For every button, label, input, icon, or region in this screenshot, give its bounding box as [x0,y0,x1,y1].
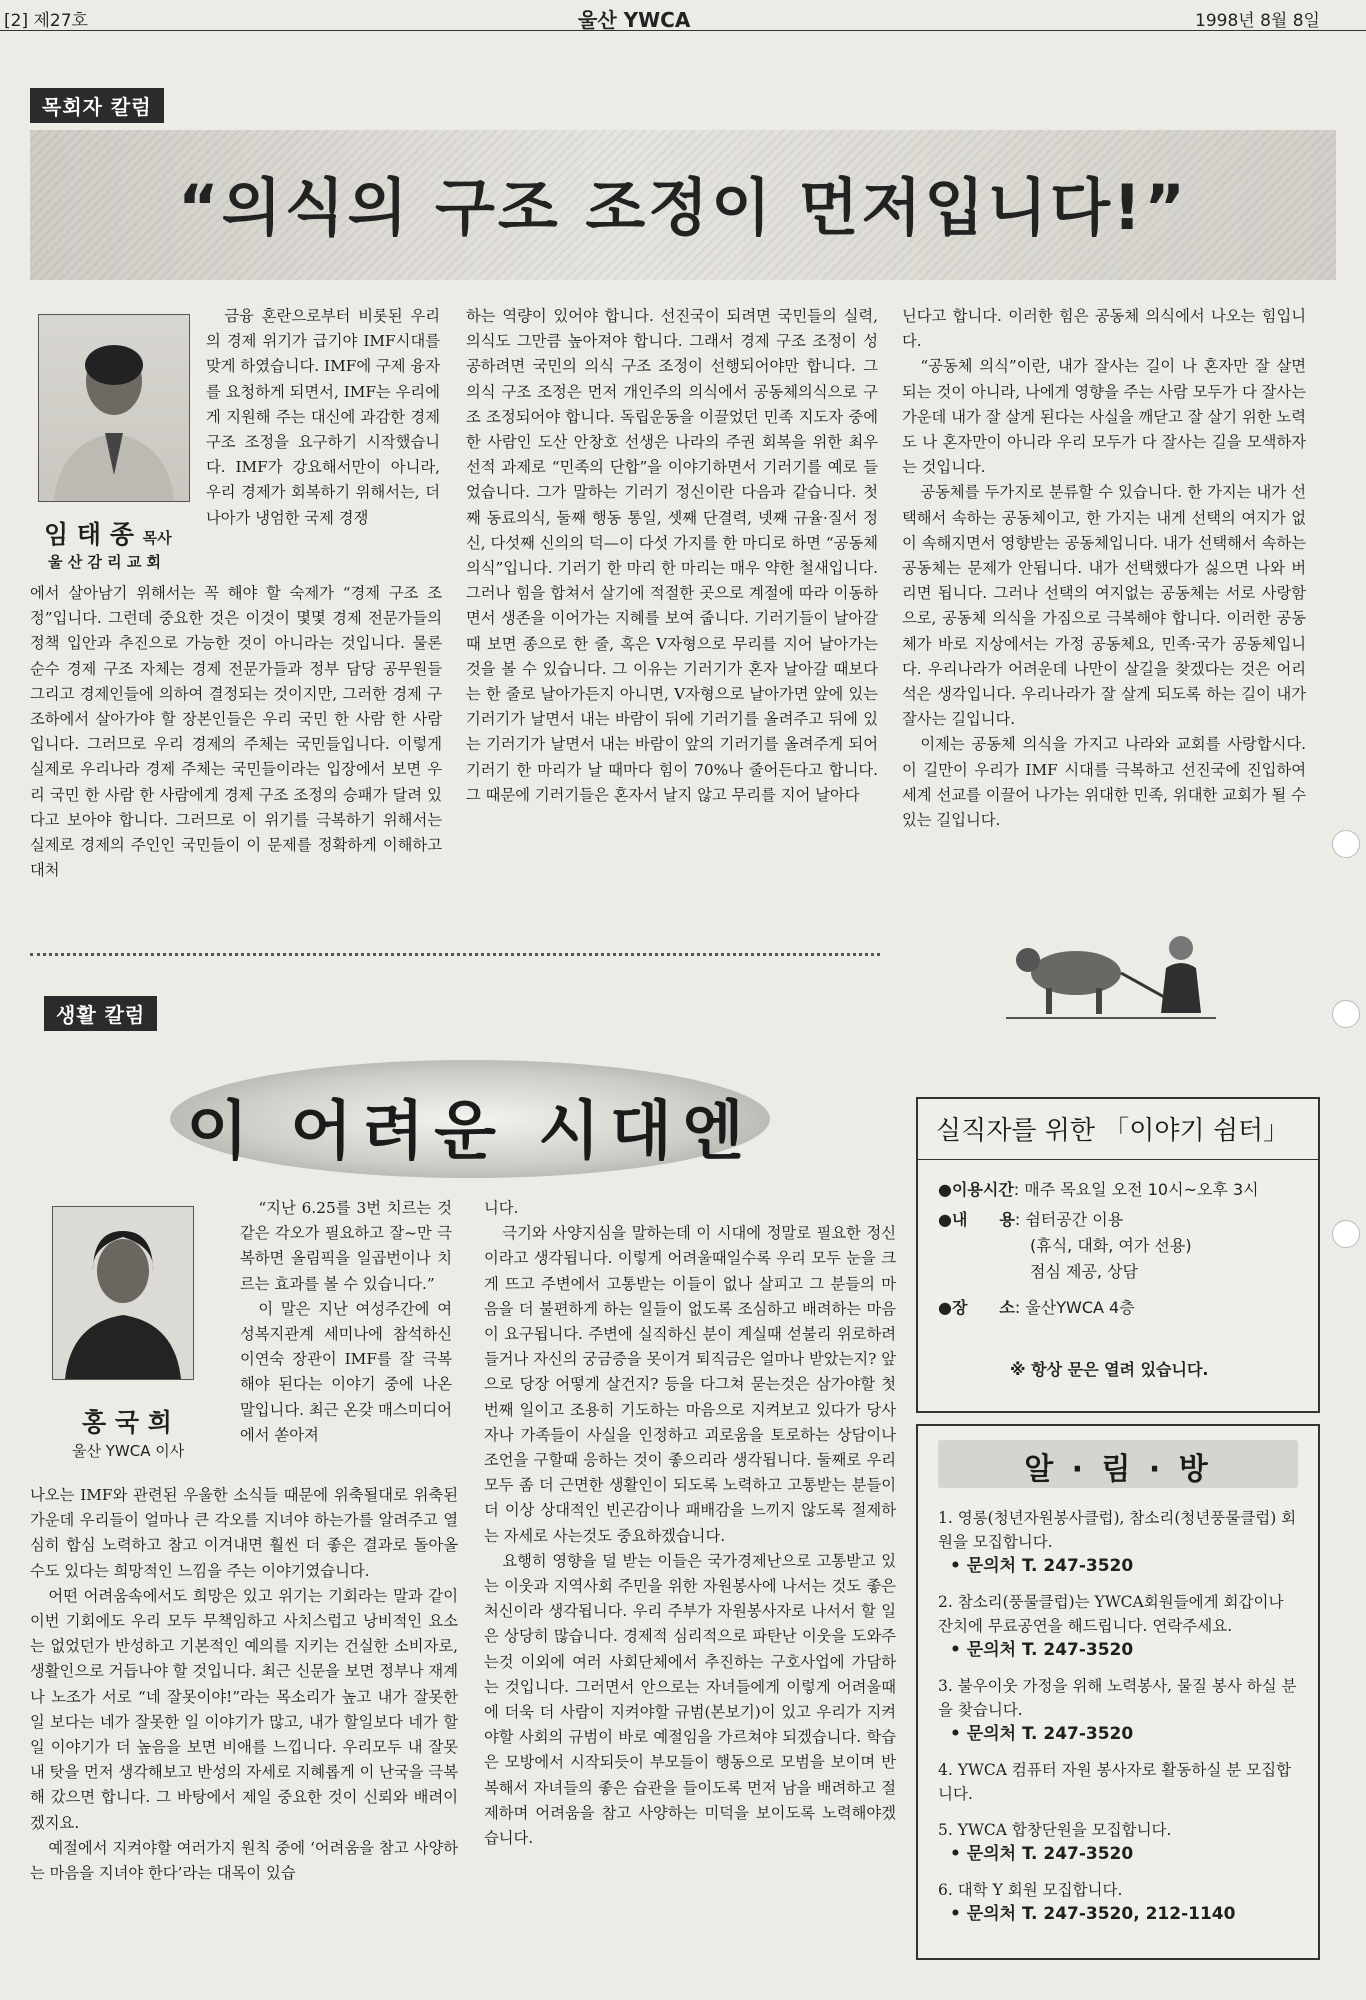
column1-body-2: 하는 역량이 있어야 합니다. 선진국이 되려면 국민들의 실력, 의식도 그만큼 높아져야 합니다. 그래서 경제 구조 조정이 성공하려면 국민의 의식 구조 조정이 선행되어야만 합니다. 그 의식 구조 조정은 먼저 개인주의 의식에서 공동체의식으로 구조 조정되어야 합니다. 독립운동을 이끌었던 민족 지도자 중에 한 사람인 도산 안창호 선생은 나라의 주권 회복을 위한 최우선적 과제로 “민족의 단합”을 이야기하면서 기러기를 예로 들었습니다. 그가 말하는 기러기 정신이란 다음과 같습니다. 첫째 동료의식, 둘째 행동 통일, 셋째 단결력, 넷째 규율·질서 정신, 다섯째 신의의 덕—이 다섯 가지를 한 마디로 하면 “공동체 의식”입니다. 기러기 한 마리 한 마리는 매우 약한 철새입니다. 그러나 힘을 합쳐서 살기에 적절한 곳으로 계절에 따라 이동하면서 생존을 이어가는 지혜를 보여 줍니다. 기러기들이 날아갈 때 보면 종으로 한 줄, 혹은 V자형으로 무리를 지어 날아가는 것을 볼 수 있습니다. 그 이유는 기러기가 혼자 날아갈 때보다는 한 줄로 날아가든지 아니면, V자형으로 날아가면 앞에 있는 기러기가 날면서 내는 바람이 뒤에 기러기를 올려주고 뒤에 있는 기러기가 날면서 내는 바람이 앞의 기러기를 올려주게 되어 기러기 한 마리가 날 때마다 힘이 70%나 줄어든다고 합니다. 그 때문에 기러기들은 혼자서 날지 않고 무리를 지어 날아다 [466,307,878,804]
section-tag-life-column: 생활 칼럼 [44,996,157,1031]
column1-body-1: 에서 살아남기 위해서는 꼭 해야 할 숙제가 “경제 구조 조정”입니다. 그런데 중요한 것은 이것이 몇몇 경제 전문가들의 정책 입안과 추진으로 가능한 것이 아니라는 것입니다. 물론 순수 경제 구조 자체는 경제 전문가들과 정부 담당 공무원들 그리고 경제인들에 의하여 결정되는 것이지만, 그러한 경제 구조하에서 살아가야 할 장본인들은 우리 국민 한 사람 한 사람입니다. 그러므로 우리 경제의 주체는 국민들입니다. 이렇게 실제로 우리나라 경제 주체는 국민들이라는 입장에서 보면 우리 국민 한 사람 한 사람에게 경제 구조 조정의 승패가 달려 있다고 보아야 합니다. 그러므로 이 위기를 극복하기 위해서는 실제로 경제의 주인인 국민들이 이 문제를 정확하게 이해하고 대처 [30,584,442,880]
shelter-hours: ●이용시간: 매주 목요일 오전 10시~오후 3시 [938,1180,1259,1199]
binder-hole [1332,830,1360,858]
issue-date: 1998년 8월 8일 [1195,11,1320,31]
column1-body-3: 닌다고 합니다. 이러한 힘은 공동체 의식에서 나오는 힘입니다. “공동체 의식”이란, 내가 잘사는 길이 나 혼자만 잘 살면 되는 것이 아니라, 나에게 영향을 주는 사람 모두가 다 잘사는 가운데 내가 잘 살게 된다는 사실을 깨닫고 잘 살기 위한 노력도 나 혼자만이 아니라 우리 모두가 다 잘사는 길을 모색하자는 것입니다. 공동체를 두가지로 분류할 수 있습니다. 한 가지는 내가 선택해서 속하는 공동체이고, 한 가지는 내게 선택의 여지가 없이 속해지면서 영향받는 공동체입니다. 내가 선택해서 속하는 공동체는 문제가 안됩니다. 내가 선택했다가 싫으면 나와 버리면 됩니다. 그러나 선택의 여지없는 공동체는 서로 사랑함으로, 공동체 의식을 가짐으로 극복해야 합니다. 이러한 공동체가 바로 지상에서는 가정 공동체요, 민족·국가 공동체입니다. 우리나라가 어려운데 나만이 살길을 찾겠다는 것은 어리석은 생각입니다. 우리나라가 잘 살게 되도록 하는 길이 내가 잘사는 길입니다. 이제는 공동체 의식을 가지고 나라와 교회를 사랑합시다. 이 길만이 우리가 IMF 시대를 극복하고 선진국에 진입하여 세계 선교를 이끌어 나가는 위대한 민족, 위대한 교회가 될 수 있는 길입니다. [902,307,1306,830]
notice-board-box [916,1424,1320,1960]
author-name-director: 홍 국 희 [82,1408,172,1437]
shelter-title: 실직자를 위한 「이야기 쉼터」 [936,1116,1290,1146]
notice-item: 5. YWCA 합창단원을 모집합니다. • 문의처 T. 247-3520 [938,1821,1172,1864]
portrait-icon [53,1207,193,1379]
column1-wrap-text: 금융 혼란으로부터 비롯된 우리의 경제 위기가 급기야 IMF시대를 맞게 하였습니다. IMF에 구제 융자를 요청하게 되면서, IMF는 우리에게 지원해 주는 대신에 과감한 경제 구조 조정을 요구하기 시작했습니다. IMF가 강요해서만이 아니라, 우리 경제가 회복하기 위해서는, 더 나아가 냉엄한 국제 경쟁 [206,307,440,527]
notice-item: 3. 불우이웃 가정을 위해 노력봉사, 물질 봉사 하실 분을 찾습니다. • 문의처 T. 247-3520 [938,1677,1297,1744]
column2-body-1: 나오는 IMF와 관련된 우울한 소식들 때문에 위축될대로 위축된 가운데 우리들이 얼마나 큰 각오를 지녀야 하는가를 알려주고 열심히 합심 노력하고 참고 이겨내면 훨씬 더 좋은 결과로 돌아올 수도 있다는 희망적인 느낌을 주는 이야기였습니다. 어떤 어려움속에서도 희망은 있고 위기는 기회라는 말과 같이 이번 기회에도 우리 모두 무책임하고 사치스럽고 낭비적인 요소는 없었던가 반성하고 기본적인 예의를 지키는 건실한 소비자로, 생활인으로 거듭나야 할 것입니다. 최근 신문을 보면 정부나 재계나 노조가 서로 “네 잘못이야!”라는 목소리가 높고 내가 잘못한일 보다는 네가 잘못한 일 이야기가 많고, 내가 할일보다 네가 할일 이야기가 더 높음을 보면 비애를 느낍니다. 우리모두 내 잘못 내 탓을 먼저 생각해보고 반성의 자세로 지혜롭게 이 난국을 극복해 갔으면 합니다. 그 바탕에서 제일 중요한 것이 신뢰와 배려이겠지요. 예절에서 지켜야할 여러가지 원칙 중에 ‘어려움을 참고 사양하는 마음을 지녀야 한다’라는 대목이 있습 [30,1486,458,1883]
shelter-content-sub2: 점심 제공, 상담 [1030,1262,1138,1281]
author-affiliation-director: 울산 YWCA 이사 [72,1442,185,1460]
author-affiliation-pastor: 울 산 감 리 교 회 [48,553,162,571]
ox-plow-icon [1006,918,1216,1028]
binder-hole [1332,1220,1360,1248]
notice-item: 2. 참소리(풍물클럽)는 YWCA회원들에게 회갑이나 잔치에 무료공연을 해드립니다. 연락주세요. • 문의처 T. 247-3520 [938,1593,1284,1660]
ox-farmer-illustration [1006,918,1216,1028]
shelter-place: ●장 소: 울산YWCA 4층 [938,1298,1135,1317]
column2-wrap-text: “지난 6.25를 3번 치르는 것 같은 각오가 필요하고 잘~만 극복하면 올림픽을 일곱번이나 치르는 효과를 볼 수 있습니다.” 이 말은 지난 여성주간에 여성복지관계 세미나에 참석하신 이연숙 장관이 IMF를 잘 극복해야 된다는 이야기 중에 나온 말입니다. 최근 온갖 매스미디어에서 쏟아져 [240,1199,452,1444]
portrait-icon [39,315,189,501]
notice-list [938,1506,1300,1926]
column2-body-2: 니다. 극기와 사양지심을 말하는데 이 시대에 정말로 필요한 정신이라고 생각됩니다. 이렇게 어려울때일수록 우리 모두 눈을 크게 뜨고 주변에서 고통받는 이들이 없나 살피고 그 분들의 마음을 더 불편하게 하는 일들이 없도록 조심하고 배려하는 마음이 요구됩니다. 주변에 실직하신 분이 계실때 섣불리 위로하려 들거나 자신의 궁금증을 못이겨 퇴직금은 얼마나 받았는지? 앞으로 당장 어떻게 살건지? 등을 다그쳐 묻는것은 삼가야할 첫번째 일이고 조용히 기도하는 마음으로 지켜보고 있다가 당사자나 가족들이 사실을 인정하고 괴로움을 토로하는 상담이나 조언을 구할때 응하는 것이 좋으리라 생각됩니다. 둘째로 우리모두 좀 더 근면한 생활인이 되도록 노력하고 고통받는 분들이 더 이상 상대적인 빈곤감이나 패배감을 느끼지 않도록 절제하는 자세로 사는것도 중요하겠습니다. 요행히 영향을 덜 받는 이들은 국가경제난으로 고통받고 있는 이웃과 지역사회 주민을 위한 자원봉사에 나서는 것도 좋은 처신이라 생각됩니다. 우리 주부가 자원봉사자로 나서서 할 일은 상당히 많습니다. 경제적 심리적으로 파탄난 이웃을 도와주는것 이외에 여러 사회단체에서 추진하는 구호사업에 가담하는 것입니다. 그러면서 안으로는 자녀들에게 이렇게 어려울때에 더욱 더 사람이 지켜야할 규범(본보기)이 있고 우리가 지켜야할 사회의 규범이 바로 예절임을 가르쳐야 되겠습니다. 학습은 모방에서 시작되듯이 부모들이 행동으로 모범을 보이며 반복해서 자녀들의 좋은 습관을 들이도록 먼저 남을 배려하고 절제하며 어려움을 참고 사양하는 미덕을 보이도록 노력해야겠습니다. [484,1199,896,1848]
shelter-title-rule [918,1159,1318,1160]
column1-title: “의식의 구조 조정이 먼저입니다!” [177,171,1189,244]
section-tag-pastor-column: 목회자 칼럼 [30,88,164,123]
notice-item: 4. YWCA 컴퓨터 자원 봉사자로 활동하실 분 모집합니다. [938,1761,1292,1803]
header-rule [0,30,1366,31]
notice-item: 6. 대학 Y 회원 모집합니다. • 문의처 T. 247-3520, 212-1140 [938,1881,1236,1924]
shelter-content-sub1: (휴식, 대화, 여가 선용) [1030,1236,1192,1255]
shelter-note: ※ 항상 문은 열려 있습니다. [1010,1360,1209,1379]
notice-item: 1. 영롱(청년자원봉사클럽), 참소리(청년풍물클럽) 회원을 모집합니다. • 문의처 T. 247-3520 [938,1509,1297,1576]
author-photo-director [52,1206,194,1380]
column1-title-banner [30,130,1336,280]
column2-title: 이 어려운 시대엔 [186,1094,754,1169]
binder-hole [1332,1000,1360,1028]
page-number: [2] 제27호 [4,11,88,31]
author-name-pastor: 임 태 종 목사 [44,520,172,549]
shelter-content: ●내 용: 쉼터공간 이용 [938,1210,1124,1229]
notice-title: 알 · 림 · 방 [1024,1452,1212,1487]
shelter-info-box [916,1097,1320,1413]
author-photo-pastor [38,314,190,502]
section-divider [30,953,880,956]
publication-name: 울산 YWCA [578,8,691,32]
